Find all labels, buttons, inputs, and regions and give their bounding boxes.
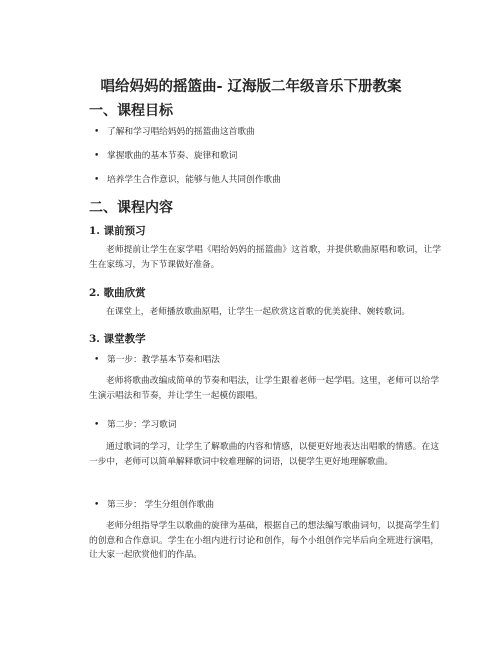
teaching-step <box>94 418 177 432</box>
bullet-dot-icon: • <box>94 500 100 510</box>
teaching-step <box>94 498 214 512</box>
teaching-step-label: 第二步：学习歌词 <box>107 420 177 430</box>
subsection-heading-teaching: 3. 课堂教学 <box>89 333 146 345</box>
paragraph-step-2: 通过歌词的学习，让学生了解歌曲的内容和情感，以便更好地表达出唱歌的情感。在这一步中，老师可以简单解释歌词中较难理解的词语，以便学生更好地理解歌曲。 <box>89 442 439 467</box>
objective-item <box>94 125 255 139</box>
teaching-step-label: 第三步： 学生分组创作歌曲 <box>107 500 215 510</box>
objective-item-text: 了解和学习唱给妈妈的摇篮曲这首歌曲 <box>107 127 255 137</box>
section-heading-objectives: 一、课程目标 <box>89 103 173 119</box>
bullet-dot-icon: • <box>94 420 100 430</box>
section-heading-content: 二、课程内容 <box>89 200 173 216</box>
bullet-dot-icon: • <box>94 127 100 137</box>
objective-item-text: 掌握歌曲的基本节奏、旋律和歌词 <box>107 151 238 161</box>
paragraph-step-1: 老师将歌曲改编成简单的节奏和唱法，让学生跟着老师一起学唱。这里，老师可以给学生演示唱法和节奏，并让学生一起模仿跟唱。 <box>89 376 439 401</box>
document-title: 唱给妈妈的摇篮曲- 辽海版二年级音乐下册教案 <box>100 78 402 95</box>
bullet-dot-icon: • <box>94 151 100 161</box>
paragraph-appreciation: 在课堂上，老师播放歌曲原唱，让学生一起欣赏这首歌的优美旋律、婉转歌词。 <box>106 307 411 317</box>
bullet-dot-icon: • <box>94 355 100 365</box>
paragraph-preview: 老师提前让学生在家学唱《唱给妈妈的摇篮曲》这首歌，并提供歌曲原唱和歌词，让学生在家练习，为下节课做好准备。 <box>89 245 441 270</box>
objective-item <box>94 173 281 187</box>
subsection-heading-preview: 1. 课前预习 <box>89 225 146 237</box>
bullet-dot-icon: • <box>94 175 100 185</box>
objective-item <box>94 149 237 163</box>
paragraph-step-3: 老师分组指导学生以歌曲的旋律为基础，根据自己的想法编写歌曲词句，以提高学生们的创意和合作意识。学生在小组内进行讨论和创作，每个小组创作完毕后向全班进行演唱，让大家一起欣赏他们的作品。 <box>89 521 439 560</box>
subsection-heading-appreciation: 2. 歌曲欣赏 <box>89 287 146 299</box>
teaching-step-label: 第一步：教学基本节奏和唱法 <box>107 355 220 365</box>
teaching-step <box>94 353 220 367</box>
objective-item-text: 培养学生合作意识，能够与他人共同创作歌曲 <box>107 175 281 185</box>
